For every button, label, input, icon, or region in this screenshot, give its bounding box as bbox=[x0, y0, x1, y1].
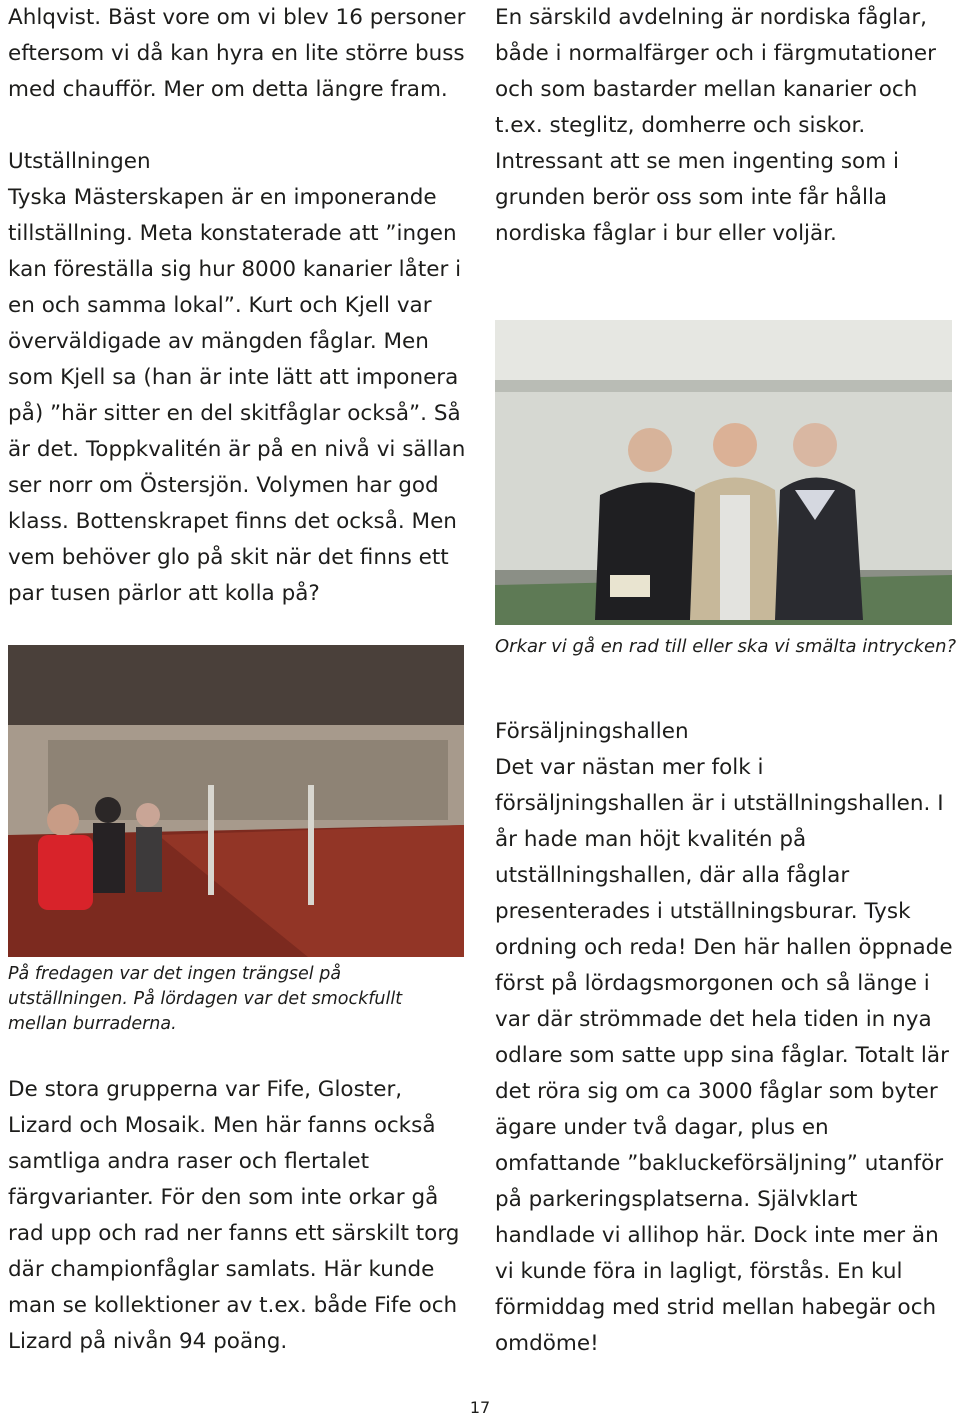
photo-three-men-caption: Orkar vi gå en rad till eller ska vi smälta intrycken? bbox=[495, 636, 957, 657]
photo-exhibition-hall-caption: På fredagen var det ingen trängsel på utställningen. På lördagen var det smockfullt mellan burraderna. bbox=[8, 964, 403, 1034]
left-bottom-text bbox=[8, 1072, 463, 1360]
section-heading-forsaljningshallen: Försäljningshallen bbox=[495, 719, 689, 744]
stora-grupperna-paragraph: De stora grupperna var Fife, Gloster, Lizard och Mosaik. Men här fanns också samtliga andra raser och flertalet färgvarianter. För den som inte orkar gå rad upp och rad ner fanns ett särskilt torg där championfåglar samlats. Här kunde man se kollektioner av t.ex. både Fife och Lizard på nivån 94 poäng. bbox=[8, 1077, 460, 1354]
page-number: 17 bbox=[469, 1398, 491, 1417]
photo-three-men bbox=[495, 320, 952, 625]
forsaljningshallen-body: Det var nästan mer folk i försäljningshallen är i utställningshallen. I år hade man höjt kvalitén på utställningshallen, där alla fåglar presenterades i utställningsburar. Tysk ordning och reda! Den här hallen öppnade först på lördagsmorgonen och så länge i var där strömmade det hela tiden in nya odlare som satte upp sina fåglar. Totalt lär det röra sig om ca 3000 fåglar som byter ägare under två dagar, plus en omfattande ”bakluckeförsäljning” utanför på parkeringsplatserna. Självklart handlade vi allihop här. Dock inte mer än vi kunde föra in lagligt, förstås. En kul förmiddag med strid mellan habegär och omdöme! bbox=[495, 755, 953, 1356]
intro-paragraph: Ahlqvist. Bäst vore om vi blev 16 personer eftersom vi då kan hyra en lite större buss med chaufför. Mer om detta längre fram. bbox=[8, 5, 466, 102]
photo-exhibition-hall-image bbox=[8, 645, 464, 957]
photo-exhibition-hall bbox=[8, 645, 464, 957]
section-heading-utstallningen: Utställningen bbox=[8, 149, 151, 174]
utstallningen-body: Tyska Mästerskapen är en imponerande tillställning. Meta konstaterade att ”ingen kan föreställa sig hur 8000 kanarier låter i en och samma lokal”. Kurt och Kjell var överväldigade av mängden fåglar. Men som Kjell sa (han är inte lätt att imponera på) ”här sitter en del skitfåglar också”. Så är det. Toppkvalitén är på en nivå vi sällan ser norr om Östersjön. Volymen har god klass. Bottenskrapet finns det också. Men vem behöver glo på skit när det finns ett par tusen pärlor att kolla på? bbox=[8, 185, 466, 606]
left-top-text bbox=[8, 0, 470, 612]
nordiska-paragraph: En särskild avdelning är nordiska fåglar, både i normalfärger och i färgmutationer och som bastarder mellan kanarier och t.ex. steglitz, domherre och siskor. Intressant att se men ingenting som i grunden berör oss som inte får hålla nordiska fåglar i bur eller voljär. bbox=[495, 5, 936, 246]
right-bottom-text bbox=[495, 714, 953, 1362]
right-top-text bbox=[495, 0, 955, 252]
photo-three-men-image bbox=[495, 320, 952, 625]
